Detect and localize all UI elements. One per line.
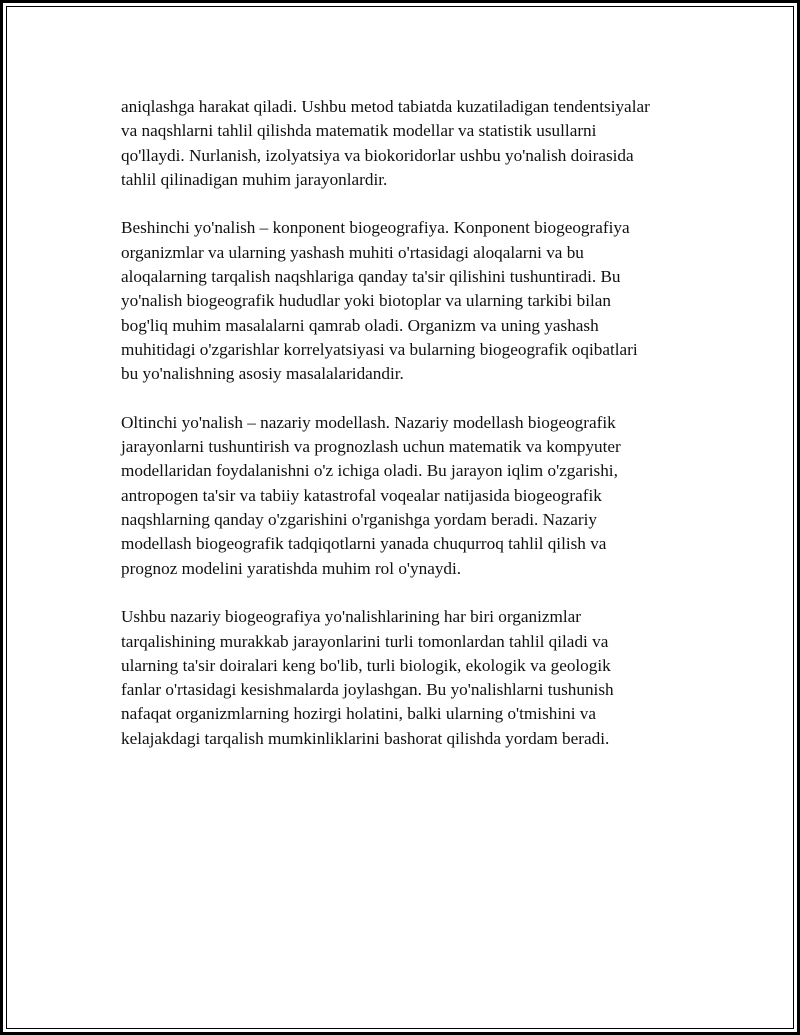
text-line: kelajakdagi tarqalish mumkinliklarini bashorat qilishda yordam beradi. bbox=[121, 728, 610, 748]
text-line: yo'nalish biogeografik hududlar yoki biotoplar va ularning tarkibi bilan bbox=[121, 291, 611, 311]
document-body bbox=[121, 95, 701, 775]
text-line: Oltinchi yo'nalish – nazariy modellash. Nazariy modellash biogeografik bbox=[121, 412, 616, 432]
text-line: organizmlar va ularning yashash muhiti o'rtasidagi aloqalarni va bu bbox=[121, 242, 584, 262]
text-line: Ushbu nazariy biogeografiya yo'nalishlarining har biri organizmlar bbox=[121, 607, 582, 627]
paragraph-2 bbox=[121, 216, 701, 386]
text-line: qo'llaydi. Nurlanish, izolyatsiya va biokoridorlar ushbu yo'nalish doirasida bbox=[121, 145, 634, 165]
paragraph-3 bbox=[121, 411, 701, 581]
paragraph-1 bbox=[121, 95, 701, 192]
text-line: naqshlarning qanday o'zgarishini o'rganishga yordam beradi. Nazariy bbox=[121, 510, 597, 530]
text-line: bu yo'nalishning asosiy masalalaridandir. bbox=[121, 364, 404, 384]
text-line: va naqshlarni tahlil qilishda matematik modellar va statistik usullarni bbox=[121, 121, 597, 141]
text-line: fanlar o'rtasidagi kesishmalarda joylashgan. Bu yo'nalishlarni tushunish bbox=[121, 680, 614, 700]
text-line: tahlil qilinadigan muhim jarayonlardir. bbox=[121, 169, 388, 189]
paragraph-4 bbox=[121, 605, 701, 751]
text-line: muhitidagi o'zgarishlar korrelyatsiyasi va bularning biogeografik oqibatlari bbox=[121, 339, 638, 359]
text-line: modellaridan foydalanishni o'z ichiga oladi. Bu jarayon iqlim o'zgarishi, bbox=[121, 461, 618, 481]
text-line: bog'liq muhim masalalarni qamrab oladi. Organizm va uning yashash bbox=[121, 315, 599, 335]
text-line: modellash biogeografik tadqiqotlarni yanada chuqurroq tahlil qilish va bbox=[121, 534, 607, 554]
text-line: aloqalarning tarqalish naqshlariga qanday ta'sir qilishini tushuntiradi. Bu bbox=[121, 267, 621, 287]
text-line: ularning ta'sir doiralari keng bo'lib, turli biologik, ekologik va geologik bbox=[121, 655, 611, 675]
text-line: nafaqat organizmlarning hozirgi holatini, balki ularning o'tmishini va bbox=[121, 704, 597, 724]
text-line: jarayonlarni tushuntirish va prognozlash uchun matematik va kompyuter bbox=[121, 437, 621, 457]
text-line: aniqlashga harakat qiladi. Ushbu metod tabiatda kuzatiladigan tendentsiyalar bbox=[121, 97, 650, 116]
text-line: antropogen ta'sir va tabiiy katastrofal voqealar natijasida biogeografik bbox=[121, 485, 602, 505]
text-line: prognoz modelini yaratishda muhim rol o'ynaydi. bbox=[121, 558, 462, 578]
text-line: Beshinchi yo'nalish – konponent biogeografiya. Konponent biogeografiya bbox=[121, 218, 630, 238]
text-line: tarqalishining murakkab jarayonlarini turli tomonlardan tahlil qiladi va bbox=[121, 631, 609, 651]
